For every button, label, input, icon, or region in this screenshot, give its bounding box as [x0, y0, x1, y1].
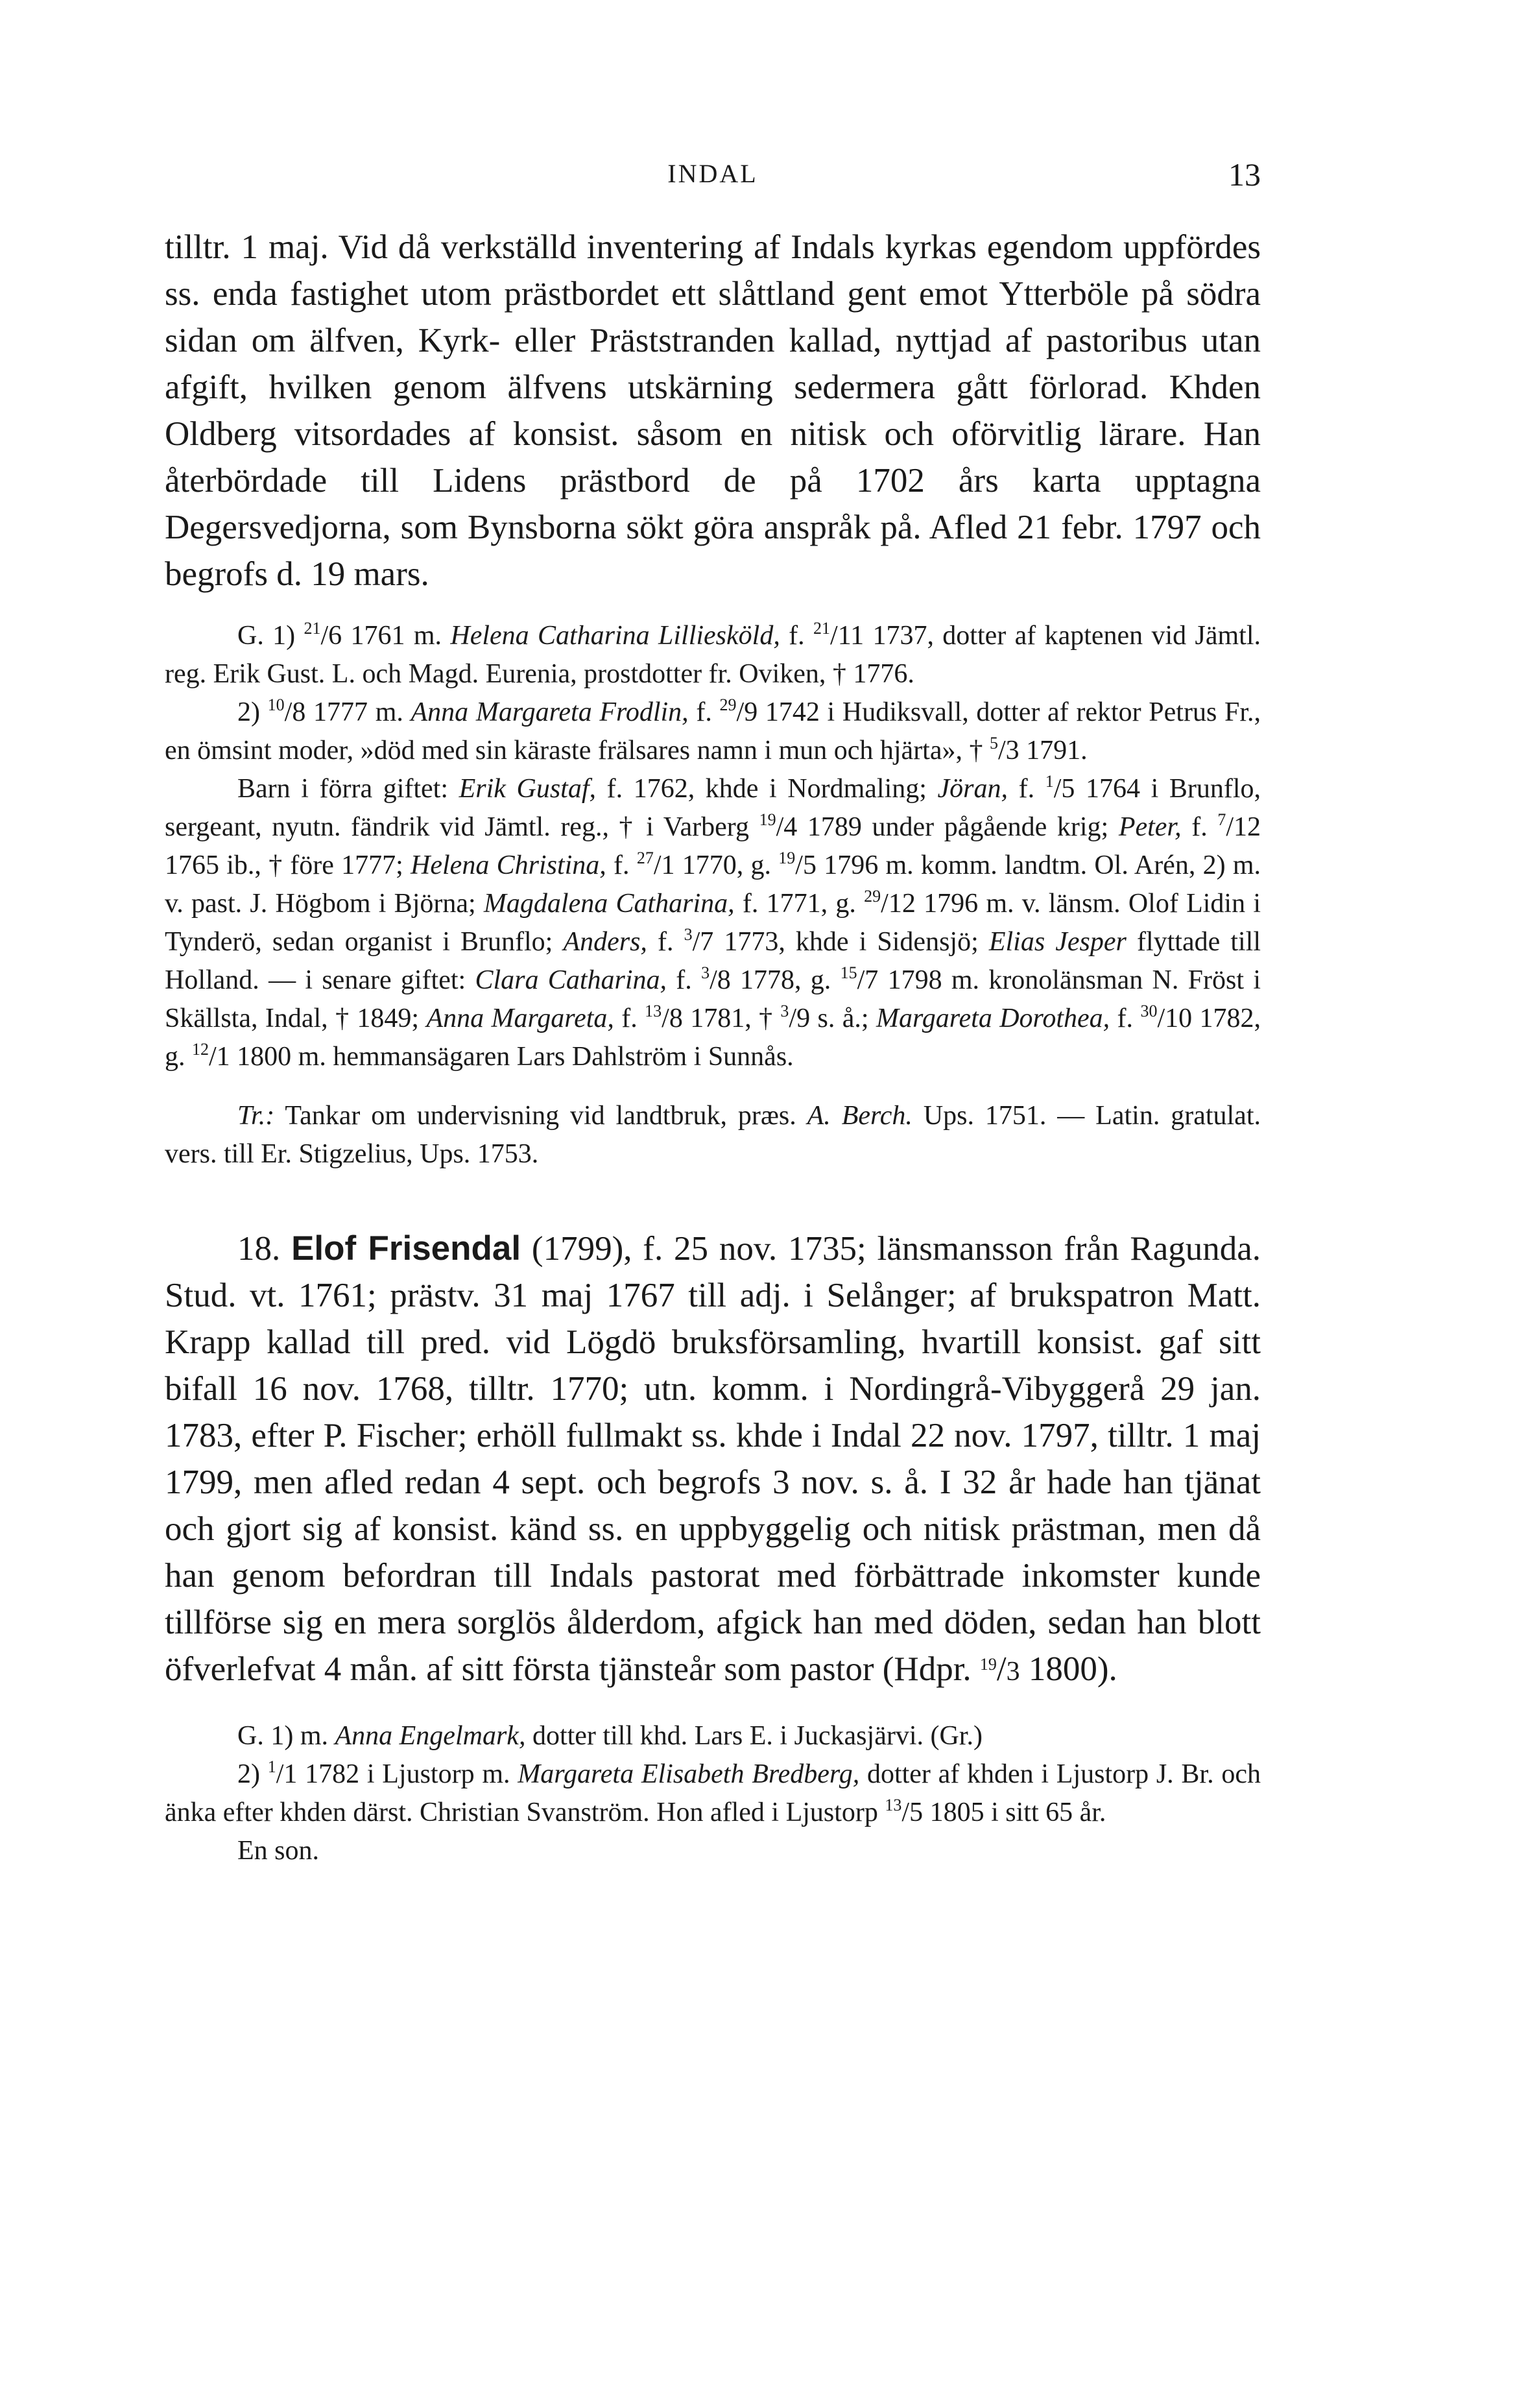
text-run: flyttade till Holland. — i senare giftet:: [165, 927, 1261, 995]
child-name: Erik Gustaf,: [459, 774, 597, 804]
children-entry: [165, 770, 1261, 1076]
date-fraction: $^{13}$/8: [645, 1002, 683, 1033]
biography-18: [165, 1225, 1261, 1695]
fraction-numerator: 3: [780, 1002, 789, 1020]
text-run: f.: [780, 621, 814, 651]
child-name: Anders,: [563, 927, 647, 957]
marriage-entry-2: [165, 693, 1261, 770]
fraction-denominator: 5: [1061, 774, 1075, 804]
fraction-numerator: 29: [719, 695, 737, 714]
author-name: A. Berch.: [807, 1101, 913, 1131]
text-run: f.: [688, 697, 720, 727]
child-name: Margareta Dorothea,: [876, 1004, 1110, 1033]
date-fraction: $^{15}$/7: [840, 963, 879, 995]
text-run: f.: [614, 1004, 645, 1033]
fraction-denominator: 1: [661, 850, 675, 880]
fraction-denominator: 9: [796, 1004, 811, 1033]
fraction-denominator: 6: [328, 621, 342, 651]
fraction-numerator: 12: [192, 1040, 209, 1059]
text-run: 1796 m. komm. landtm. Ol. Arén, 2) m. v. past. J. Högbom i Björna;: [165, 850, 1261, 919]
fraction-numerator: 21: [304, 619, 321, 638]
fraction-numerator: 3: [684, 925, 693, 944]
text-run: Ups. 1751. — Latin. gratulat. vers. till Er. Stigzelius, Ups. 1753.: [165, 1101, 1261, 1169]
fraction-numerator: 19: [759, 810, 776, 829]
date-fraction: $^{27}$/1: [636, 849, 675, 880]
fraction-numerator: 1: [1045, 772, 1054, 791]
fraction-denominator: 5: [802, 850, 817, 880]
fraction-numerator: 21: [813, 619, 831, 638]
writings-entry: [165, 1097, 1261, 1174]
marriage-entry-1: [165, 617, 1261, 693]
child-name: Anna Margareta,: [426, 1004, 614, 1033]
fraction-numerator: 15: [840, 963, 857, 982]
fraction-denominator: 8: [717, 965, 731, 995]
text-run: (1799), f. 25 nov. 1735; länsmansson från Ragunda. Stud. vt. 1761; prästv. 31 maj 1767 till adj. i Selånger; af brukspatron Matt. Krapp kallad till pred. vid Lögdö bruksförsamling, hvartill konsist. gaf sitt bifall 16 nov. 1768, tilltr. 1770; utn. komm. i Nordingrå-Vibyggerå 29 jan. 1783, efter P. Fischer; erhöll fullmakt ss. khde i Indal 22 nov. 1797, tilltr. 1 maj 1799, men afled redan 4 sept. och begrofs 3 nov. s. å. I 32 år hade han tjänat och gjort sig af konsist. känd ss. en uppbyggelig och nitisk prästman, men då han genom befordran till Indals pastorat med förbättrade inkomster kunde tillförse sig en mera sorglös ålderdom, afgick han med döden, sedan han blott öfverlefvat 4 mån. af sitt första tjänsteår som pastor (Hdpr.: [165, 1230, 1261, 1688]
page-number: 13: [1228, 156, 1261, 193]
spouse-name: Anna Margareta Frodlin,: [411, 697, 689, 727]
text-run: 1781, †: [682, 1004, 781, 1033]
fraction-numerator: 3: [701, 963, 710, 982]
text-run: 1800 m. hemmansägaren Lars Dahlström i Sunnås.: [230, 1042, 794, 1072]
fraction-denominator: 8: [669, 1004, 683, 1033]
date-fraction: $^7$/12: [1217, 810, 1261, 842]
text-run: 1800).: [1020, 1650, 1117, 1688]
date-fraction: $^{13}$/5: [885, 1796, 924, 1827]
marriage-entry-18-2: [165, 1755, 1261, 1832]
fraction-numerator: 27: [636, 849, 654, 867]
fraction-denominator: 3: [1005, 736, 1020, 765]
date-fraction: $^{12}$/1: [192, 1040, 230, 1072]
fraction-numerator: 1: [267, 1757, 276, 1776]
text-run: f.: [1181, 812, 1218, 842]
date-fraction: $^{29}$/9: [719, 695, 758, 727]
fraction-numerator: 19: [979, 1655, 997, 1674]
date-fraction: $^5$/3: [990, 734, 1020, 765]
fraction-numerator: 13: [645, 1002, 662, 1020]
date-fraction: $^{19}$/5: [778, 849, 817, 880]
date-fraction: $^3$/7: [684, 925, 714, 957]
child-name: Elias Jesper: [988, 927, 1127, 957]
date-fraction: $^1$/5: [1045, 772, 1075, 804]
text-run: f.: [1008, 774, 1045, 804]
fraction-denominator: 7: [700, 927, 714, 957]
fraction-denominator: 3: [1006, 1657, 1020, 1687]
text-run: 1782 i Ljustorp m.: [297, 1759, 518, 1789]
text-run: f.: [647, 927, 684, 957]
fraction-numerator: 5: [990, 734, 998, 752]
fraction-numerator: 10: [267, 695, 285, 714]
fraction-denominator: 9: [744, 697, 758, 727]
fraction-denominator: 12: [1233, 812, 1261, 842]
children-note: En son.: [237, 1836, 319, 1866]
spouse-name: Margareta Elisabeth Bredberg,: [518, 1759, 860, 1789]
date-fraction: $^{19}$/4: [759, 810, 798, 842]
child-name: Jöran,: [937, 774, 1008, 804]
fraction-denominator: 4: [783, 812, 798, 842]
text-run: 1791.: [1019, 736, 1088, 765]
fraction-denominator: 7: [865, 965, 879, 995]
text-run: G. 1): [237, 621, 304, 651]
date-fraction: $^{30}$/10: [1140, 1002, 1193, 1033]
fraction-numerator: 29: [864, 887, 881, 906]
text-run: 1798 m. kronolänsman N. Fröst i Skällsta, Indal, † 1849;: [165, 965, 1261, 1033]
text-run: 2): [237, 697, 268, 727]
fraction-denominator: 11: [837, 621, 865, 651]
fraction-numerator: 7: [1217, 810, 1226, 829]
fraction-denominator: 12: [888, 889, 916, 919]
date-fraction: $^1$/1: [267, 1757, 298, 1789]
writings-label: Tr.:: [237, 1101, 275, 1131]
text-run: 1761 m.: [342, 621, 451, 651]
fraction-denominator: 8: [292, 697, 306, 727]
marriage-entry-18-1: [165, 1717, 1261, 1755]
text-run: 1796 m. v. länsm. Olof Lidin i Tynderö, sedan organist i Brunflo;: [165, 889, 1261, 957]
text-run: 2): [237, 1759, 268, 1789]
text-run: f.: [667, 965, 702, 995]
fraction-denominator: 1: [216, 1042, 230, 1072]
text-run: s. å.;: [810, 1004, 876, 1033]
text-run: Tankar om undervisning vid landtbruk, præs.: [274, 1101, 807, 1131]
date-fraction: $^{19}$/3: [979, 1650, 1020, 1688]
fraction-numerator: 13: [885, 1796, 902, 1814]
fraction-denominator: 1: [283, 1759, 298, 1789]
text-run: G. 1) m.: [237, 1721, 335, 1751]
date-fraction: $^{21}$/6: [304, 619, 342, 651]
text-run: f.: [606, 850, 637, 880]
spouse-name: Helena Catharina Lilliesköld,: [450, 621, 780, 651]
child-name: Magdalena Catharina,: [483, 889, 735, 919]
spouse-name: Anna Engelmark,: [335, 1721, 526, 1751]
person-name: Elof Frisendal: [291, 1229, 521, 1268]
text-run: 1777 m.: [305, 697, 411, 727]
main-text: [165, 224, 1261, 1870]
text-run: 1765 ib., † före 1777;: [165, 850, 411, 880]
text-run: 1805 i sitt 65 år.: [923, 1798, 1106, 1827]
paragraph-continued: tilltr. 1 maj. Vid då verkställd inventering af Indals kyrkas egendom uppfördes ss. enda fastighet utom prästbordet ett slåttland gent emot Ytterböle på södra sidan om älfven, Kyrk- eller Präststranden kallad, nyttjad af pastoribus utan afgift, hvilken genom älfvens utskärning sedermera gått förlorad. Khden Oldberg vitsordades af konsist. såsom en nitisk och oförvitlig lärare. Han återbördade till Lidens prästbord de på 1702 års karta upptagna Degersvedjorna, som Bynsborna sökt göra anspråk på. Afled 21 febr. 1797 och begrofs d. 19 mars.: [165, 228, 1261, 593]
text-run: f.: [1110, 1004, 1141, 1033]
text-run: Barn i förra giftet:: [237, 774, 459, 804]
child-name: Clara Catharina,: [475, 965, 667, 995]
text-run: f. 1762, khde i Nordmaling;: [596, 774, 938, 804]
text-run: dotter till khd. Lars E. i Juckasjärvi. (Gr.): [525, 1721, 983, 1751]
text-run: dotter af khden i Ljustorp J. Br. och änka efter khden därst. Christian Svanström. Hon afled i Ljustorp: [165, 1759, 1261, 1827]
text-run: 1789 under pågående krig;: [797, 812, 1119, 842]
text-run: f. 1771, g.: [734, 889, 865, 919]
fraction-denominator: 5: [909, 1798, 924, 1827]
text-run: 1742 i Hudiksvall, dotter af rektor Petrus Fr., en ömsint moder, »död med sin käraste frälsares namn i mun och hjärta», †: [165, 697, 1261, 765]
child-name: Helena Christina,: [411, 850, 606, 880]
date-fraction: $^3$/9: [780, 1002, 811, 1033]
date-fraction: $^{29}$/12: [864, 887, 916, 919]
child-name: Peter,: [1118, 812, 1182, 842]
text-run: 1778, g.: [730, 965, 841, 995]
date-fraction: $^{21}$/11: [813, 619, 865, 651]
fraction-numerator: 19: [778, 849, 796, 867]
text-run: 1737, dotter af kaptenen vid Jämtl. reg. Erik Gust. L. och Magd. Eurenia, prostdotter fr. Oviken, † 1776.: [165, 621, 1261, 689]
text-run: 1782, g.: [165, 1004, 1261, 1072]
date-fraction: $^{10}$/8: [267, 695, 306, 727]
text-run: 1773, khde i Sidensjö;: [713, 927, 989, 957]
fraction-denominator: 10: [1165, 1004, 1193, 1033]
text-run: 1770, g.: [674, 850, 779, 880]
date-fraction: $^3$/8: [701, 963, 731, 995]
running-head: [165, 156, 1261, 195]
fraction-numerator: 30: [1140, 1002, 1158, 1020]
entry-number: 18.: [237, 1230, 292, 1268]
running-title: INDAL: [667, 159, 758, 188]
text-run: 1764 i Brunflo, sergeant, nyutn. fändrik vid Jämtl. reg., † i Varberg: [165, 774, 1261, 842]
